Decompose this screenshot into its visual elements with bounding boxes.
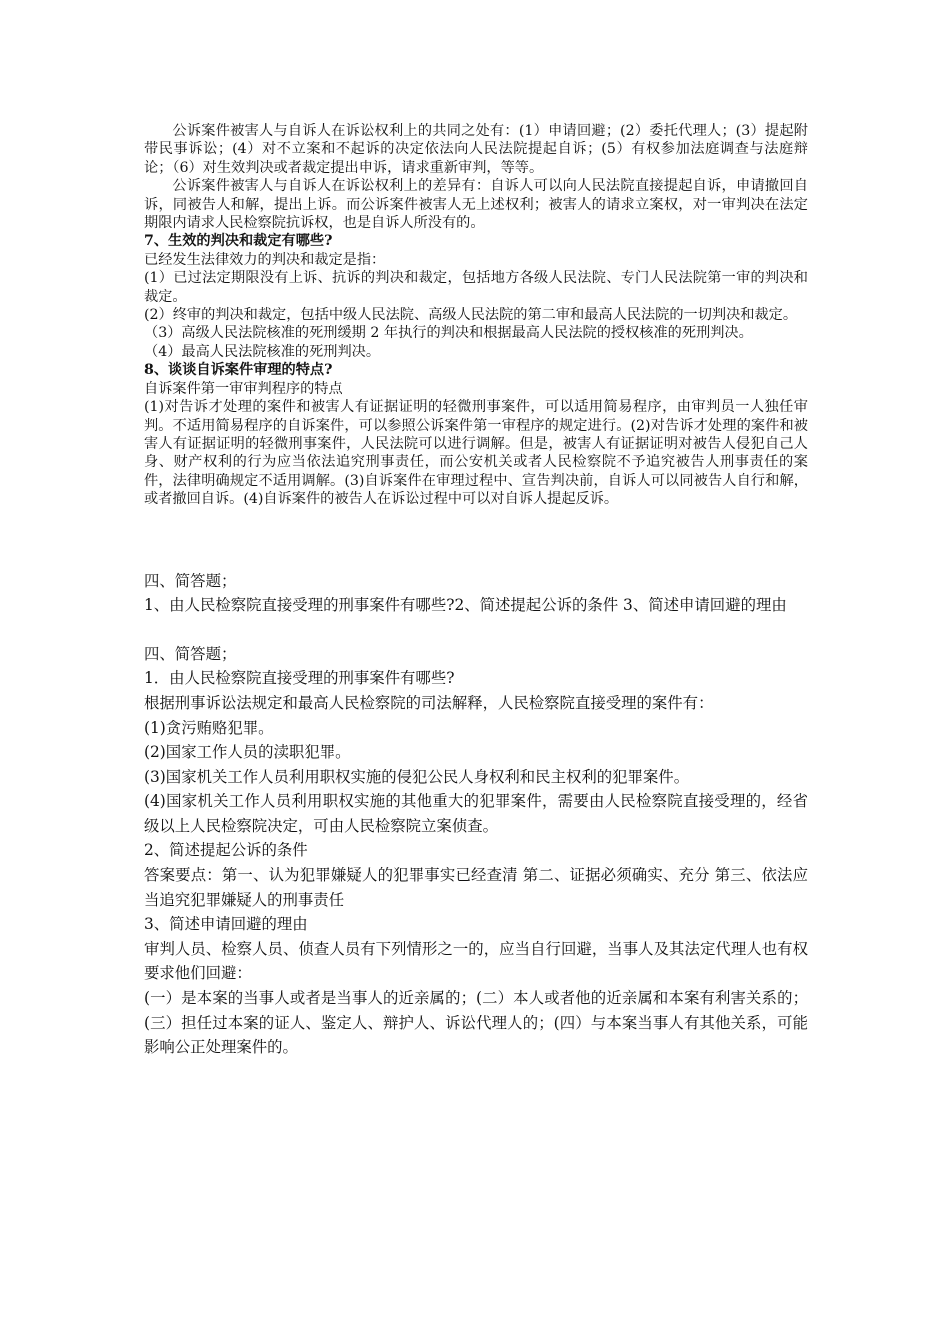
question-8-intro: 自诉案件第一审审判程序的特点: [144, 380, 343, 397]
answer-1-item-3: (3)国家机关工作人员利用职权实施的侵犯公民人身权利和民主权利的犯罪案件。: [144, 767, 690, 786]
short-answer-heading-b: 四、简答题；: [144, 644, 237, 663]
answer-3-intro: 审判人员、检察人员、侦查人员有下列情形之一的，应当自行回避，当事人及其法定代理人也有权要求他们回避：: [144, 939, 808, 983]
answer-1-intro: 根据刑事诉讼法规定和最高人民检察院的司法解释，人民检察院直接受理的案件有：: [144, 693, 714, 712]
document-page: [144, 122, 808, 1060]
question-7-item-1: (1）已过法定期限没有上诉、抗诉的判决和裁定，包括地方各级人民法院、专门人民法院第一审的判决和裁定。: [144, 270, 808, 305]
short-answer-heading-a: 四、简答题；: [144, 571, 237, 590]
question-7-item-3: （3）高级人民法院核准的死刑缓期 2 年执行的判决和根据最高人民法院的授权核准的死刑判决。: [144, 325, 753, 342]
paragraph-rights-differences: 公诉案件被害人与自诉人在诉讼权利上的差异有：自诉人可以向人民法院直接提起自诉，申请撤回自诉，同被告人和解，提出上诉。而公诉案件被害人无上述权利；被害人的请求立案权，对一审判决在法定期限内请求人民检察院抗诉权，也是自诉人所没有的。: [144, 178, 808, 232]
answer-3-heading: 3、简述申请回避的理由: [144, 915, 308, 934]
answer-2-body: 答案要点：第一、认为犯罪嫌疑人的犯罪事实已经查清 第二、证据必须确实、充分 第三、依法应当追究犯罪嫌疑人的刑事责任: [144, 866, 808, 909]
question-8-heading: 8、谈谈自诉案件审理的特点?: [144, 362, 333, 379]
answers-section-2: [144, 569, 808, 1060]
question-7-intro: 已经发生法律效力的判决和裁定是指：: [144, 251, 386, 268]
short-answer-question-list: 1、由人民检察院直接受理的刑事案件有哪些?2、简述提起公诉的条件 3、简述申请回避的理由: [144, 596, 787, 615]
question-7-heading: 7、生效的判决和裁定有哪些?: [144, 233, 333, 250]
paragraph-common-rights: 公诉案件被害人与自诉人在诉讼权利上的共同之处有：(1）申请回避；(2）委托代理人；(3）提起附带民事诉讼；(4）对不立案和不起诉的决定依法向人民法院提起自诉；(5）有权参加法庭调查与法庭辩论；（6）对生效判决或者裁定提出申诉，请求重新审判，等等。: [144, 123, 808, 176]
answer-1-item-4: (4)国家机关工作人员利用职权实施的其他重大的犯罪案件，需要由人民检察院直接受理的，经省级以上人民检察院决定，可由人民检察院立案侦查。: [144, 792, 808, 835]
blank-line: [144, 618, 808, 642]
answer-2-heading: 2、简述提起公诉的条件: [144, 841, 308, 860]
answer-1-heading: 1．由人民检察院直接受理的刑事案件有哪些?: [144, 669, 455, 688]
answer-3-body: (一）是本案的当事人或者是当事人的近亲属的；(二）本人或者他的近亲属和本案有利害关系的；(三）担任过本案的证人、鉴定人、辩护人、诉讼代理人的；(四）与本案当事人有其他关系，可能影响公正处理案件的。: [144, 989, 808, 1057]
question-8-body: (1)对告诉才处理的案件和被害人有证据证明的轻微刑事案件，可以适用简易程序，由审判员一人独任审判。不适用简易程序的自诉案件，可以参照公诉案件第一审程序的规定进行。(2)对告诉才处理的案件和被害人有证据证明的轻微刑事案件，人民法院可以进行调解。但是，被害人有证据证明对被告人侵犯自己人身、财产权利的行为应当依法追究刑事责任，而公安机关或者人民检察院不予追究被告人刑事责任的案件，法律明确规定不适用调解。(3)自诉案件在审理过程中、宣告判决前，自诉人可以同被告人自行和解，或者撤回自诉。(4)自诉案件的被告人在诉讼过程中可以对自诉人提起反诉。: [144, 399, 808, 508]
question-7-item-4: （4）最高人民法院核准的死刑判决。: [144, 343, 381, 360]
answer-1-item-2: (2)国家工作人员的渎职犯罪。: [144, 743, 351, 762]
answer-1-item-1: (1)贪污贿赂犯罪。: [144, 718, 274, 737]
question-7-item-2: (2）终审的判决和裁定，包括中级人民法院、高级人民法院的第二审和最高人民法院的一切判决和裁定。: [144, 307, 798, 324]
answers-section-1: [144, 122, 808, 509]
